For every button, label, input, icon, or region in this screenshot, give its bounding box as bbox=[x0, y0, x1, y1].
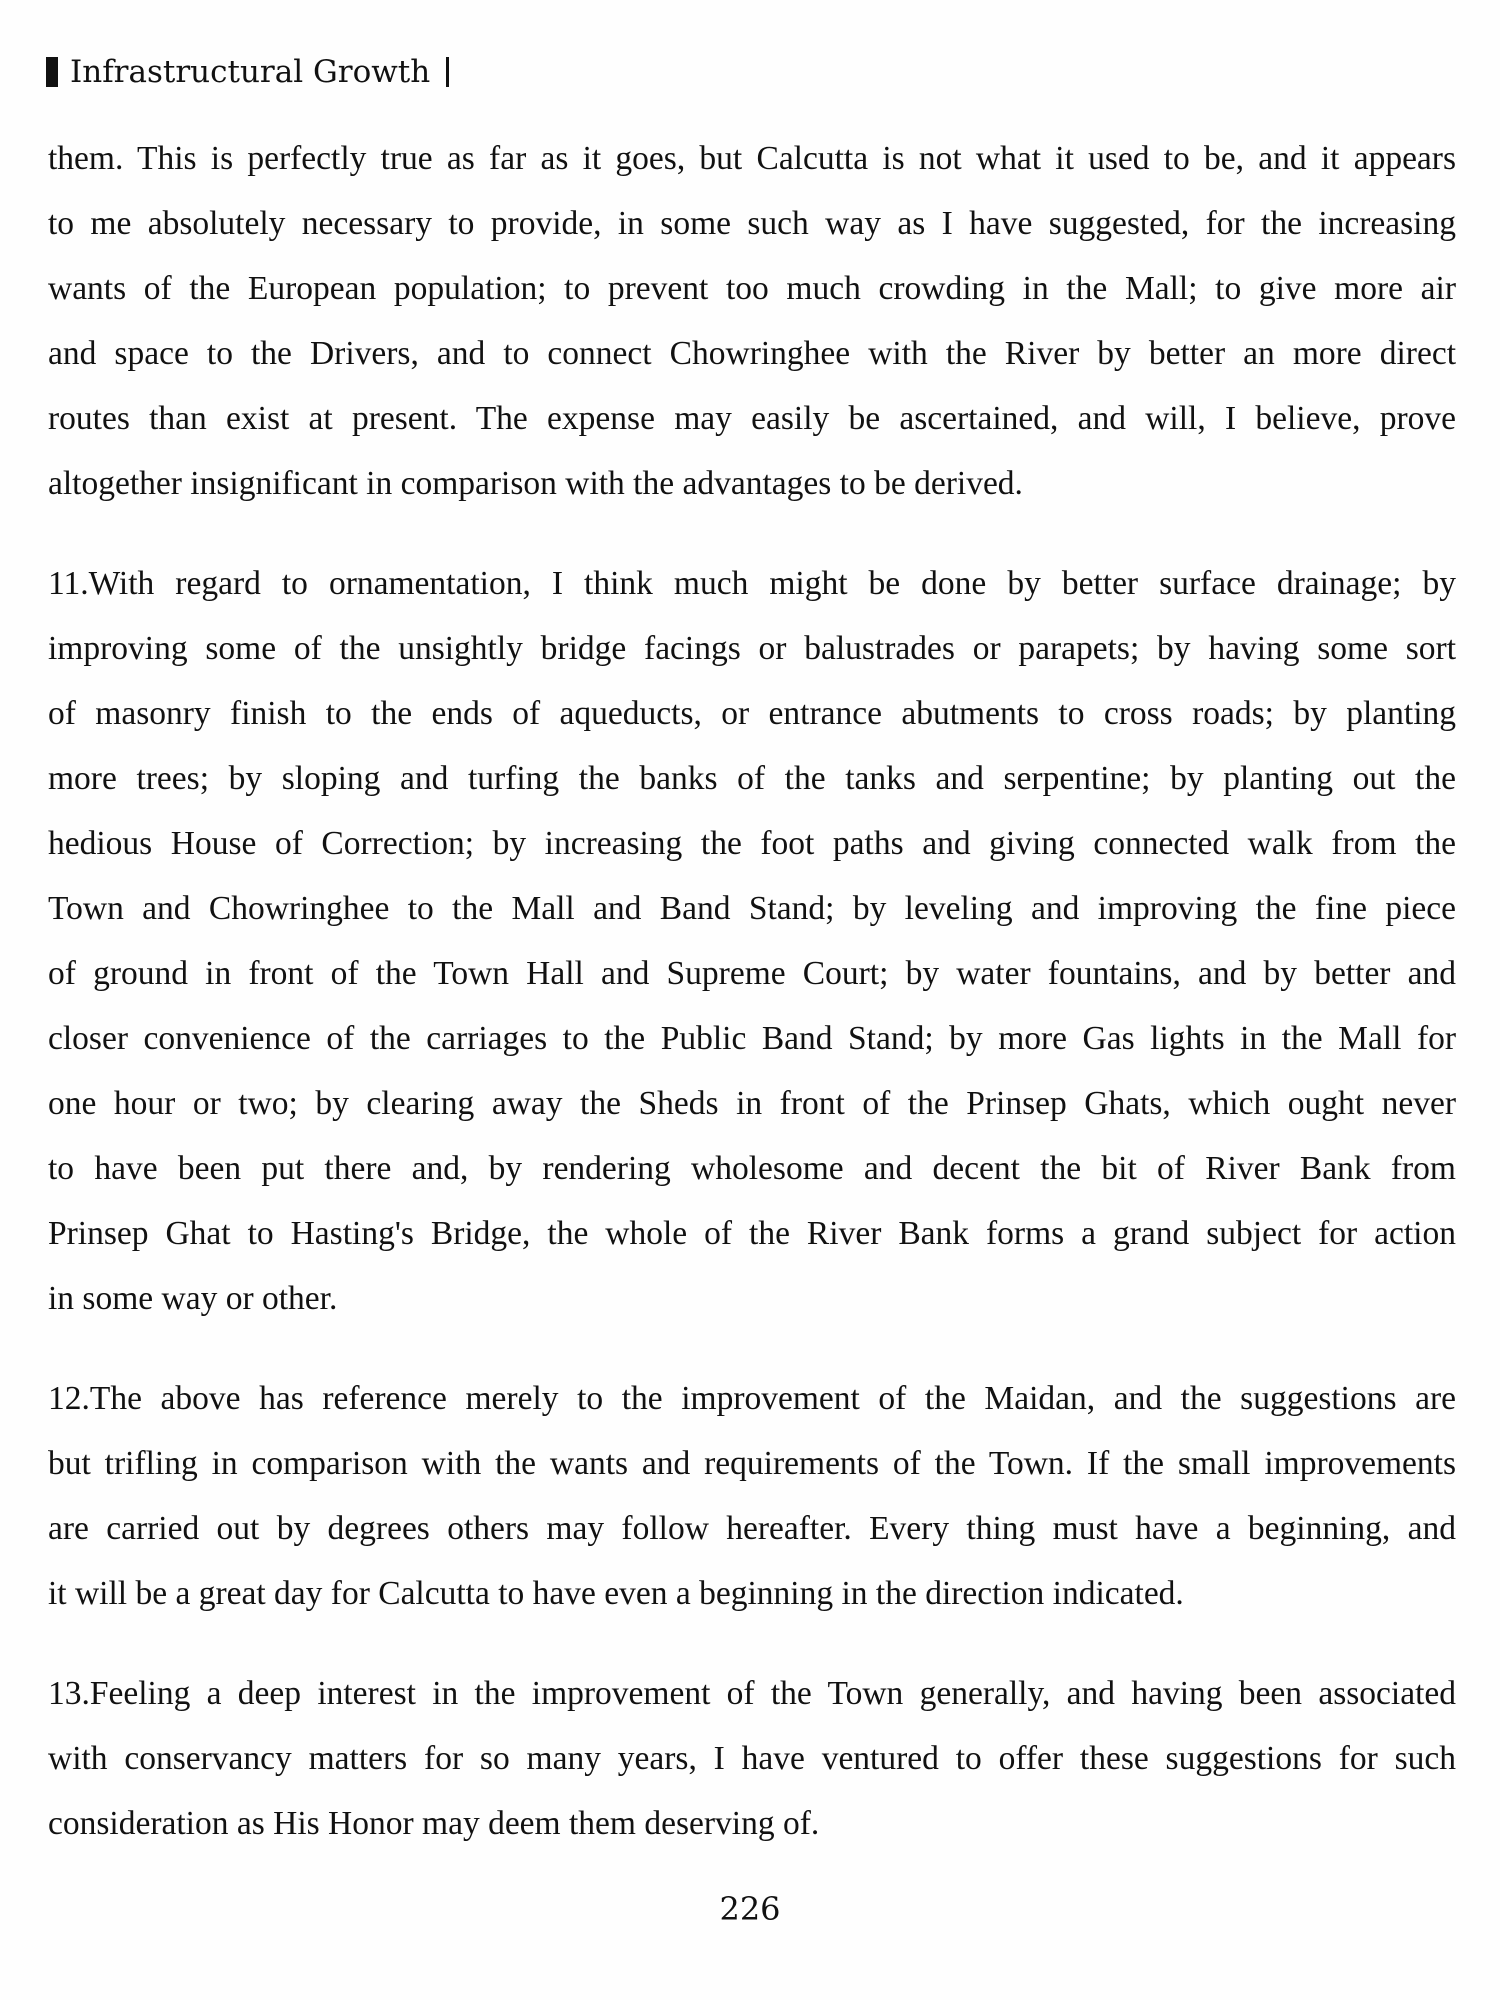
text-line: to have been put there and, by rendering wholesome and decent the bit of River Bank from bbox=[48, 1150, 1456, 1187]
paragraph-number: 12. bbox=[48, 1380, 90, 1417]
text-line: consideration as His Honor may deem them deserving of. bbox=[48, 1805, 820, 1842]
text-line: closer convenience of the carriages to the Public Band Stand; by more Gas lights in the Mall for bbox=[48, 1020, 1456, 1057]
text-line bbox=[48, 1366, 1456, 1431]
page-number: 226 bbox=[719, 1890, 781, 1928]
text-line: improving some of the unsightly bridge facings or balustrades or parapets; by having some sort bbox=[48, 630, 1456, 667]
text-line: one hour or two; by clearing away the Sheds in front of the Prinsep Ghats, which ought never bbox=[48, 1085, 1456, 1122]
text-line: them. This is perfectly true as far as it goes, but Calcutta is not what it used to be, and it appears bbox=[48, 140, 1456, 177]
text-line: Town and Chowringhee to the Mall and Band Stand; by leveling and improving the fine piece bbox=[48, 890, 1456, 927]
text-line bbox=[48, 1661, 1456, 1726]
text-line: are carried out by degrees others may follow hereafter. Every thing must have a beginning, and bbox=[48, 1510, 1456, 1547]
text-line: with conservancy matters for so many years, I have ventured to offer these suggestions for such bbox=[48, 1740, 1456, 1777]
paragraph-12 bbox=[48, 1366, 1456, 1626]
text-line: and space to the Drivers, and to connect Chowringhee with the River by better an more direct bbox=[48, 335, 1456, 372]
text-span: With regard to ornamentation, I think much might be done by better surface drainage; by bbox=[88, 565, 1456, 602]
running-header bbox=[46, 52, 449, 92]
text-line: in some way or other. bbox=[48, 1280, 338, 1317]
paragraph-continuation bbox=[48, 126, 1456, 516]
paragraph-number: 13. bbox=[48, 1675, 90, 1712]
paragraph-13 bbox=[48, 1661, 1456, 1856]
text-line: it will be a great day for Calcutta to have even a beginning in the direction indicated. bbox=[48, 1575, 1184, 1612]
text-line: routes than exist at present. The expense may easily be ascertained, and will, I believe, prove bbox=[48, 400, 1456, 437]
text-line: hedious House of Correction; by increasing the foot paths and giving connected walk from the bbox=[48, 825, 1456, 862]
text-line: but trifling in comparison with the wants and requirements of the Town. If the small improvements bbox=[48, 1445, 1456, 1482]
paragraph-11 bbox=[48, 551, 1456, 1331]
text-line: to me absolutely necessary to provide, in some such way as I have suggested, for the increasing bbox=[48, 205, 1456, 242]
text-line: altogether insignificant in comparison with the advantages to be derived. bbox=[48, 465, 1023, 502]
header-bar-mark bbox=[46, 57, 58, 87]
paragraph-number: 11. bbox=[48, 565, 89, 602]
text-span: The above has reference merely to the improvement of the Maidan, and the suggestions are bbox=[89, 1380, 1456, 1417]
text-line bbox=[48, 551, 1456, 616]
header-rule-mark bbox=[446, 57, 449, 87]
text-line: more trees; by sloping and turfing the banks of the tanks and serpentine; by planting out the bbox=[48, 760, 1456, 797]
text-line: wants of the European population; to prevent too much crowding in the Mall; to give more air bbox=[48, 270, 1456, 307]
body-text bbox=[48, 126, 1456, 1891]
text-line: of ground in front of the Town Hall and Supreme Court; by water fountains, and by better and bbox=[48, 955, 1456, 992]
chapter-title: Infrastructural Growth bbox=[70, 54, 431, 90]
text-line: Prinsep Ghat to Hasting's Bridge, the whole of the River Bank forms a grand subject for action bbox=[48, 1215, 1456, 1252]
text-span: Feeling a deep interest in the improvement of the Town generally, and having been associated bbox=[89, 1675, 1456, 1712]
text-line: of masonry finish to the ends of aqueducts, or entrance abutments to cross roads; by planting bbox=[48, 695, 1456, 732]
